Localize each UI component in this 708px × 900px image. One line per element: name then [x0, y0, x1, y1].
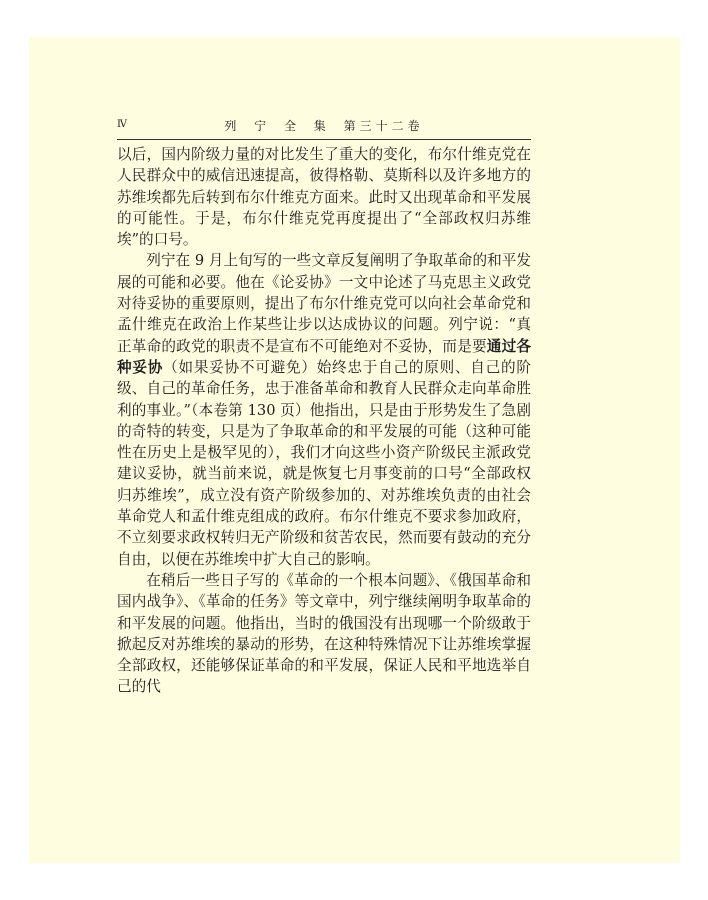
book-title: 列 宁 全 集 第三十二卷 — [224, 119, 424, 133]
paragraph-2-text-b: （如果妥协不可避免）始终忠于自己的原则、自己的阶级、自己的革命任务，忠于准备革命和教育人民群众走向革命胜利的事业。”（本卷第 130 页）他指出，只是由于形势发生了急剧的奇特的转变，只是为了争取革命的和平发展的可能（这种可能性在历史上是极罕见的），我们才向这些小资产阶级民主派政党建议妥协，就当前来说，就是恢复七月事变前的口号“全部政权归苏维埃”，成立没有资产阶级参加的、对苏维埃负责的由社会革命党人和孟什维克组成的政府。布尔什维克不要求参加政府，不立刻要求政权转归无产阶级和贫苦农民，然而要有鼓动的充分自由，以便在苏维埃中扩大自己的影响。 — [117, 358, 531, 568]
running-header — [117, 115, 531, 137]
paragraph-1: 以后，国内阶级力量的对比发生了重大的变化，布尔什维克党在人民群众中的威信迅速提高，彼得格勒、莫斯科以及许多地方的苏维埃都先后转到布尔什维克方面来。此时又出现革命和平发展的可能性。于是，布尔什维克党再度提出了“全部政权归苏维埃”的口号。 — [117, 146, 531, 249]
paragraph-2 — [117, 250, 531, 569]
paragraph-2-text-a: 列宁在 9 月上旬写的一些文章反复阐明了争取革命的和平发展的可能和必要。他在《论妥协》一文中论述了马克思主义政党对待妥协的重要原则，提出了布尔什维克党可以向社会革命党和孟什维克在政治上作某些让步以达成协议的问题。列宁说：“真正革命的政党的职责不是宣布不可能绝对不妥协，而是要 — [117, 252, 531, 355]
page-number: Ⅳ — [117, 119, 127, 130]
paragraph-3: 在稍后一些日子写的《革命的一个根本问题》、《俄国革命和国内战争》、《革命的任务》等文章中，列宁继续阐明争取革命的和平发展的问题。他指出，当时的俄国没有出现哪一个阶级敢于掀起反对苏维埃的暴动的形势，在这种特殊情况下让苏维埃掌握全部政权，还能够保证革命的和平发展，保证人民和平地选举自己的代 — [117, 571, 531, 696]
page-body — [117, 144, 531, 698]
header-rule — [117, 139, 531, 140]
paragraph-2-bold-phrase: 通过各种妥协 — [117, 337, 531, 376]
